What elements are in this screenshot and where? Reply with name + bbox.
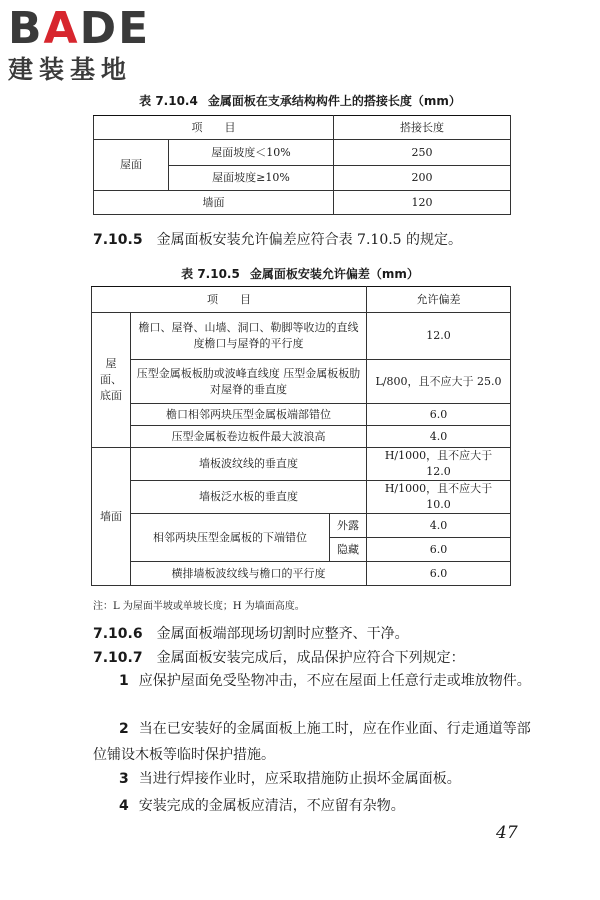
table1-header-value: 搭接长度 (334, 116, 511, 140)
table-cell: 6.0 (367, 404, 511, 426)
table1-wall-label: 墙面 (94, 191, 334, 215)
table2-header-value: 允许偏差 (367, 287, 511, 313)
table-cell: 屋面坡度≥10% (169, 166, 334, 191)
table-cell: 隐藏 (330, 538, 367, 562)
table-cell: 外露 (330, 514, 367, 538)
table2-roof-label: 屋面、底面 (92, 313, 131, 448)
list-item: 4 安装完成的金属板应清洁，不应留有杂物。 (119, 798, 405, 814)
clause-7-10-5: 7.10.5 金属面板安装允许偏差应符合表 7.10.5 的规定。 (93, 232, 463, 248)
table-row (92, 313, 511, 360)
table-7-10-5 (91, 286, 511, 586)
table-row (92, 448, 511, 481)
table2-wall-label: 墙面 (92, 448, 131, 586)
table-cell: 250 (334, 140, 511, 166)
table-row (92, 562, 511, 586)
table-cell: 压型金属板板肋或波峰直线度 压型金属板板肋对屋脊的垂直度 (131, 360, 367, 404)
table-cell: 120 (334, 191, 511, 215)
list-item: 3 当进行焊接作业时，应采取措施防止损坏金属面板。 (119, 771, 461, 787)
table1-header-item: 项 目 (94, 116, 334, 140)
table-cell: 屋面坡度＜10% (169, 140, 334, 166)
table-cell: L/800，且不应大于 25.0 (367, 360, 511, 404)
table-cell: 檐口相邻两块压型金属板端部错位 (131, 404, 367, 426)
table-cell: 12.0 (367, 313, 511, 360)
table-cell: H/1000，且不应大于 12.0 (367, 448, 511, 481)
logo-wordmark: BADE (8, 3, 151, 54)
table-cell: 檐口、屋脊、山墙、洞口、勒脚等收边的直线度檐口与屋脊的平行度 (131, 313, 367, 360)
table-cell: 相邻两块压型金属板的下端错位 (131, 514, 330, 562)
table-7-10-4 (93, 115, 511, 215)
table-cell: 4.0 (367, 426, 511, 448)
table-cell: 横排墙板波纹线与檐口的平行度 (131, 562, 367, 586)
table1-roof-label: 屋面 (94, 140, 169, 191)
clause-7-10-7: 7.10.7 金属面板安装完成后，成品保护应符合下列规定： (93, 650, 465, 666)
table-row (92, 514, 511, 538)
table-row (92, 481, 511, 514)
brand-logo (8, 4, 178, 86)
table-row (92, 426, 511, 448)
table-row (94, 140, 511, 166)
page-number: 47 (496, 823, 518, 843)
table2-header-item: 项 目 (92, 287, 367, 313)
table-cell: 墙板泛水板的垂直度 (131, 481, 367, 514)
clause-7-10-6: 7.10.6 金属面板端部现场切割时应整齐、干净。 (93, 626, 409, 642)
table-cell: H/1000，且不应大于 10.0 (367, 481, 511, 514)
table-row (92, 360, 511, 404)
table-cell: 6.0 (367, 562, 511, 586)
table-cell: 200 (334, 166, 511, 191)
table-cell: 4.0 (367, 514, 511, 538)
table-note: 注：L 为屋面半坡或单坡长度；H 为墙面高度。 (93, 601, 305, 612)
table-row (92, 404, 511, 426)
table-cell: 墙板波纹线的垂直度 (131, 448, 367, 481)
table1-caption: 表 7.10.4 金属面板在支承结构构件上的搭接长度（mm） (139, 94, 461, 108)
list-item: 2 当在已安装好的金属面板上施工时，应在作业面、行走通道等部位铺设木板等临时保护措施。 (93, 721, 531, 763)
table-row (94, 191, 511, 215)
table-cell: 压型金属板卷边板件最大波浪高 (131, 426, 367, 448)
table-cell: 6.0 (367, 538, 511, 562)
table2-caption: 表 7.10.5 金属面板安装允许偏差（mm） (181, 267, 419, 281)
list-item: 1 应保护屋面免受坠物冲击，不应在屋面上任意行走或堆放物件。 (119, 673, 531, 689)
logo-subtitle: 建装基地 (8, 55, 133, 84)
